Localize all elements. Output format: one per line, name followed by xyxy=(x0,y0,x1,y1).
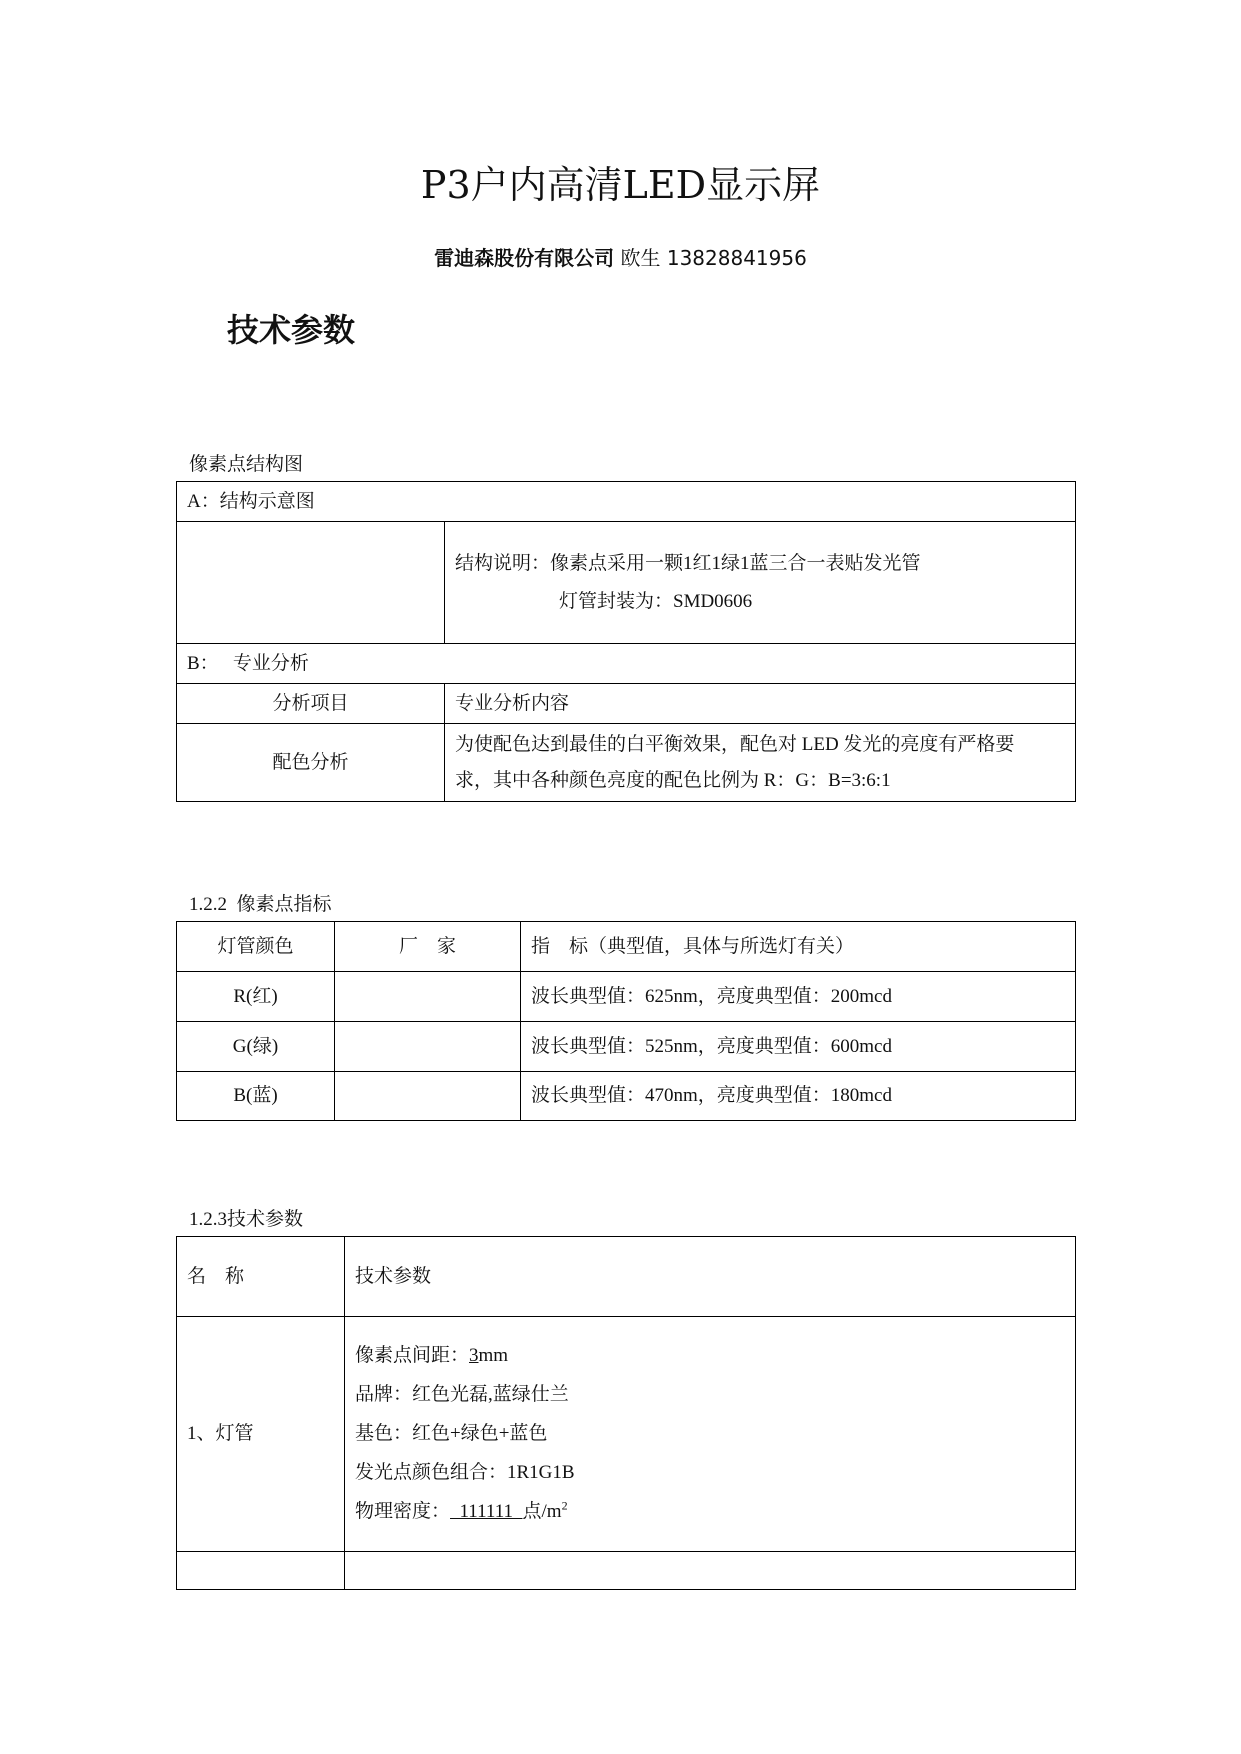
lamp-color: B(蓝) xyxy=(177,1072,335,1121)
header-lamp-color: 灯管颜色 xyxy=(177,922,335,972)
empty-cell xyxy=(177,1552,345,1590)
contact-person: 欧生 xyxy=(620,246,661,270)
color-combination: 发光点颜色组合：1R1G1B xyxy=(355,1462,575,1483)
lamp-color: G(绿) xyxy=(177,1022,335,1072)
base-color: 基色：红色+绿色+蓝色 xyxy=(355,1423,548,1444)
lamp-params xyxy=(345,1317,1076,1552)
table-row xyxy=(177,1072,1076,1121)
analysis-item: 配色分析 xyxy=(177,724,445,802)
part-b-title: B： 专业分析 xyxy=(177,644,1076,684)
analysis-line-1: 为使配色达到最佳的白平衡效果，配色对 LED 发光的亮度有严格要 xyxy=(455,733,1015,755)
column-header-content: 专业分析内容 xyxy=(445,684,1076,724)
phone-number: 13828841956 xyxy=(666,246,807,270)
table-header-row xyxy=(177,922,1076,972)
brand: 品牌：红色光磊,蓝绿仕兰 xyxy=(355,1384,569,1405)
table-row xyxy=(177,482,1076,522)
table-row xyxy=(177,724,1076,802)
pixel-pitch-value: 3 xyxy=(469,1345,479,1366)
lamp-color: R(红) xyxy=(177,972,335,1022)
table-row xyxy=(177,1552,1076,1590)
structure-table xyxy=(176,481,1076,802)
pixel-spec-table xyxy=(176,921,1076,1121)
document-title: P3户内高清LED显示屏 xyxy=(420,163,821,207)
tech-param-table xyxy=(176,1236,1076,1590)
header-spec: 指 标（典型值，具体与所选灯有关） xyxy=(521,922,1076,972)
contact-line xyxy=(0,243,1241,273)
physical-density: 物理密度： 111111 点$/m^2$ xyxy=(355,1498,568,1522)
lamp-spec: 波长典型值：525nm，亮度典型值：600mcd xyxy=(521,1022,1076,1072)
row-name: 1、灯管 xyxy=(177,1317,345,1552)
manufacturer xyxy=(335,1022,521,1072)
tech-table-caption: 1.2.3技术参数 xyxy=(189,1209,304,1230)
description-line-2: 灯管封装为：SMD0606 xyxy=(559,590,753,612)
density-superscript: 2 xyxy=(561,1498,568,1513)
table-row xyxy=(177,644,1076,684)
structure-diagram-cell xyxy=(177,522,445,644)
manufacturer xyxy=(335,972,521,1022)
density-value: 111111 xyxy=(450,1501,523,1522)
pixel-pitch: 像素点间距：3mm xyxy=(355,1345,509,1366)
header-manufacturer: 厂 家 xyxy=(335,922,521,972)
header-param: 技术参数 xyxy=(345,1237,1076,1317)
section-heading: 技术参数 xyxy=(227,311,356,349)
structure-table-caption: 像素点结构图 xyxy=(189,454,304,475)
description-line-1: 结构说明：像素点采用一颗1红1绿1蓝三合一表贴发光管 xyxy=(455,552,921,574)
column-header-item: 分析项目 xyxy=(177,684,445,724)
header-name: 名 称 xyxy=(177,1237,345,1317)
table-row xyxy=(177,1317,1076,1552)
table-row xyxy=(177,684,1076,724)
table-row xyxy=(177,972,1076,1022)
empty-cell xyxy=(345,1552,1076,1590)
lamp-spec: 波长典型值：470nm，亮度典型值：180mcd xyxy=(521,1072,1076,1121)
analysis-line-2: 求，其中各种颜色亮度的配色比例为 R：G：B=3:6:1 xyxy=(455,769,891,791)
table-header-row xyxy=(177,1237,1076,1317)
part-a-title: A：结构示意图 xyxy=(177,482,1076,522)
manufacturer xyxy=(335,1072,521,1121)
table-row xyxy=(177,522,1076,644)
pixel-table-caption: 1.2.2 像素点指标 xyxy=(189,894,332,915)
table-row xyxy=(177,1022,1076,1072)
lamp-spec: 波长典型值：625nm，亮度典型值：200mcd xyxy=(521,972,1076,1022)
structure-description xyxy=(445,522,1076,644)
company-name: 雷迪森股份有限公司 xyxy=(434,246,615,270)
analysis-content xyxy=(445,724,1076,802)
